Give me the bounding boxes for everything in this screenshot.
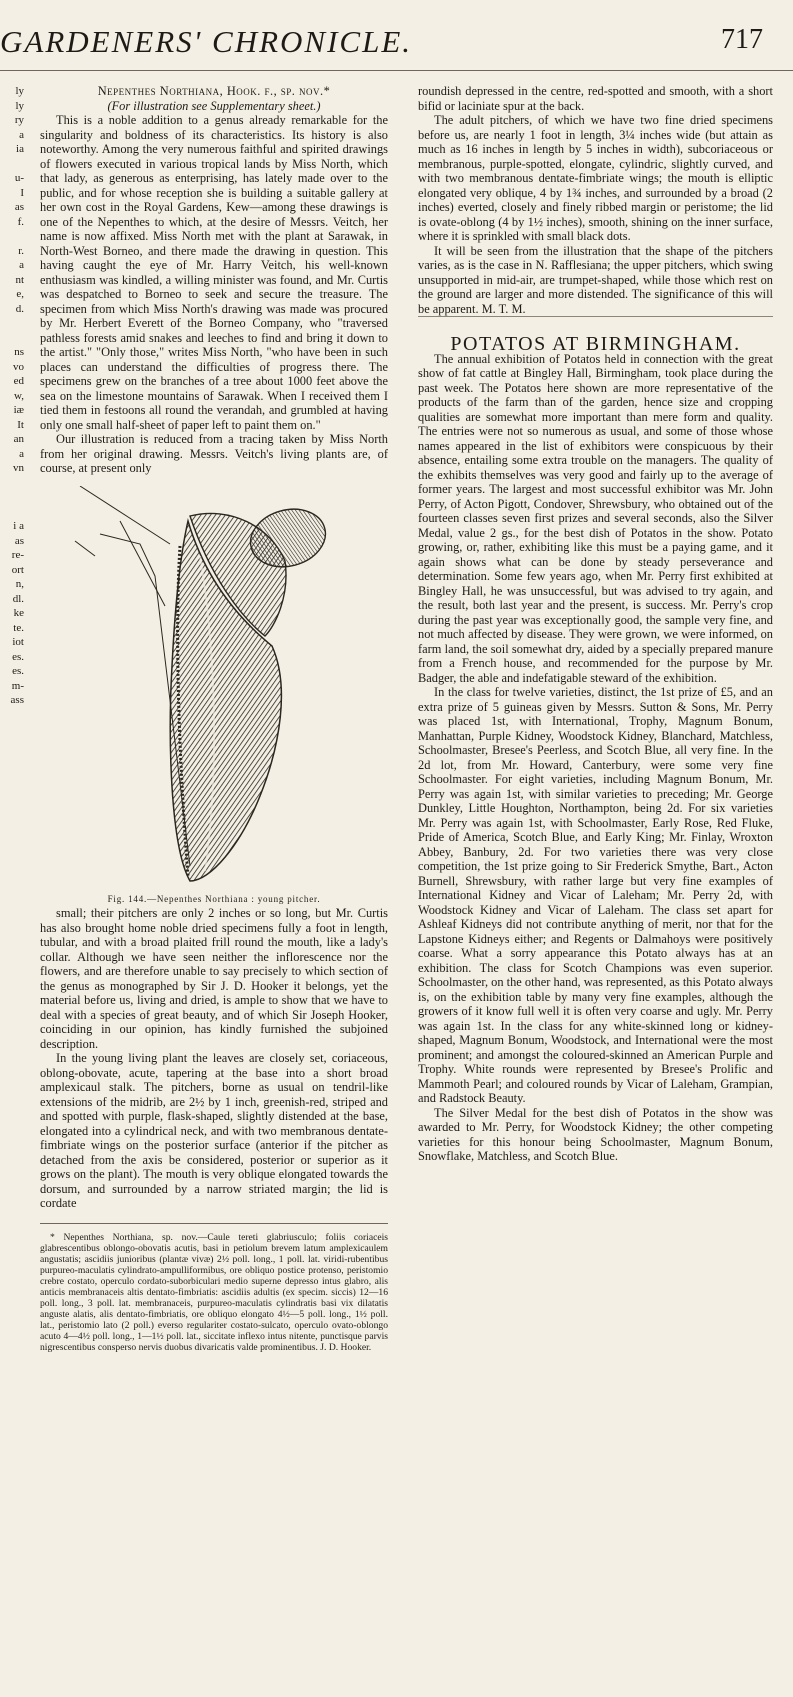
fragment-line: n, [15, 578, 24, 590]
fragment-line: ns [14, 346, 24, 358]
pitcher-drawing [40, 486, 388, 886]
figure-caption: Fig. 144.—Nepenthes Northiana : young pitcher. [107, 893, 321, 904]
fragment-line: ort [11, 563, 24, 576]
fragment-line: e, [16, 288, 24, 300]
fragment-line [0, 157, 24, 172]
fragment-line: nt [15, 273, 24, 286]
paragraph: The adult pitchers, of which we have two fine dried specimens before us, are nearly 1 foot in length, 3¼ inches wide (but attain as much as 16 inches in length by 5 inches in width), subcoriaceous or membranous, purple-spotted, elongate, cylindric, slightly curved, and with two membranous dentate-fimbriate wings; the mouth is elliptic elongated very oblique, 4 by 1¾ inches, and surrounded by a broad (2 inches) everted, closely and finely ribbed margin or peristome; the lid is ovate-oblong (4 by 1½ inches), smooth, shining on the inner surface, where it is sprinkled with small black dots. [418, 113, 773, 243]
fragment-line: as [14, 534, 24, 547]
fragment-line: es. [12, 650, 24, 663]
column-right [418, 84, 773, 1164]
previous-page-fragment [0, 84, 24, 708]
fragment-line: ed [13, 375, 24, 387]
paragraph: It will be seen from the illustration that the shape of the pitchers varies, as is the case in N. Rafflesiana; the upper pitchers, which swing unsupported in mid-air, are trumpet-shaped, while those which rest on the ground are larger and more distended. The significance of this will be apparent. M. T. M. [418, 243, 773, 316]
fragment-line [0, 505, 24, 520]
fragment-line: te. [13, 621, 24, 634]
fragment-line: re- [11, 549, 24, 561]
fragment-line: i a [13, 520, 24, 532]
paragraph: roundish depressed in the centre, red-spotted and smooth, with a short bifid or laciniate spur at the back. [418, 84, 773, 113]
paragraph: The Silver Medal for the best dish of Potatos in the show was awarded to Mr. Perry, for Woodstock Kidney; the other competing varieties for this honour being Schoolmaster, Magnum Bonum, Snowflake, Matchless, and Scotch Blue. [418, 1105, 773, 1163]
fragment-line [0, 490, 24, 505]
fragment-line: iot [12, 636, 24, 648]
fragment-line: ass [10, 694, 24, 706]
fragment-line: vn [13, 462, 24, 474]
paragraph: In the class for twelve varieties, distinct, the 1st prize of £5, and an extra prize of 5 guineas given by Messrs. Sutton & Sons, Mr. Perry was placed 1st, with International, Trophy, Magnum Bonum, Manhattan, Purple Kidney, Woodstock Kidney, Blanchard, Matchless, Schoolmaster, Bresee's Peerless, and Scotch Blue, all very fine. In the 2d lot, from Mr. Howard, Canterbury, were some very fine Schoolmaster. For eight varieties, including Magnum Bonum, Mr. Perry was again 1st, with similar varieties to preceding; Mr. George Dunkley, Little Houghton, Northampton, being 2d. For six varieties Mr. Perry was again 1st, with Schoolmaster, Early Rose, Red Fluke, Pride of America, Scotch Blue, and Early King; Mr. Finlay, Wroxton Abbey, Banbury, 2d. For two varieties there was very close competition, the 1st prize going to Sir Frederick Smythe, Bart., Acton Burnell, Shrewsbury, with rather large but very fine examples of International Kidney and Vicar of Laleham; Mr. Perry 2d, with Woodstock Kidney and Vicar of Laleham. The class set apart for Ashleaf Kidneys did not contribute anything of merit, nor that for the Lapstone Kidneys either; and Regents or Dalmahoys were positively coarse. What a sorry appearance this Potato always has at an exhibition. The class for Scotch Champions was even superior. Schoolmaster, on the other hand, was represented, as this Potato always is, on the exhibition table by many very fine examples, although the growers of it know full well it is often very coarse and ugly. Mr. Perry was again 1st. In the class for any white-skinned long or kidney-shaped, Magnum Bonum, Woodstock, and International were the most prominent; and amongst the coloured-skinned an American Purple and Trophy. White rounds were represented by Bresee's Prolific and Mammoth Pearl; and coloured rounds by Vicar of Laleham, Grampian, and Radstock Beauty. [418, 685, 773, 1105]
fragment-line [0, 316, 24, 331]
fragment-line [0, 229, 24, 244]
fragment-line: ly [15, 99, 24, 112]
footnote-text: * Nepenthes Northiana, sp. nov.—Caule tereti glabriusculo; foliis coriaceis glabrescentibus oblongo-obovatis acutis, basi in petiolum brevem latum amplexicaulem angustatis; ascidiis junioribus (plantæ vivæ) 2½ poll. long., 1 poll. lat. viridi-rubentibus purpureo-maculatis cylindrato-ampulliformibus, ore obliquo postice protenso, peristomio crebre costato, operculo cordato-suborbiculari medio superne depresso intus glabro, alis anticis membranaceis altis dentato-fimbriatis: ascidiis adultis (ex specim. siccis) 12—16 poll. long., 3 poll. lat. membranaceis, purpureo-maculatis cylindratis basi vix dilatatis anguste alatis, alis dentato-fimbriatis, ore obliquo elongato 4½—5 poll. long., 1½ poll. lat., peristomio lato (2 poll.) everso regulariter costato-sulcato, operculo ovato-oblongo acuto 4—4½ poll. long., 1—1½ poll. lat., siccitate inflexo intus nitente, punctisque parvis nigrescentibus consperso nervis duobus divaricatis valde prominentibus. J. D. Hooker. [40, 1231, 388, 1353]
fragment-line: as [14, 201, 24, 213]
article-subtitle: (For illustration see Supplementary sheet.) [107, 98, 321, 113]
fragment-line: an [13, 433, 24, 445]
fragment-line: r. [18, 244, 24, 257]
fragment-line [0, 476, 24, 491]
fragment-line: f. [17, 215, 24, 228]
paragraph: This is a noble addition to a genus already remarkable for the singularity and boldness of its characteristics. Its history is also noteworthy. Among the very numerous faithful and spirited drawings of flowers executed in various tropical lands by Miss North, which that lady, as generous as enterprising, has lately made over to the public, and for whose reception she is building a suitable gallery at her own cost in the Royal Gardens, Kew—among these drawings is one of the Nepenthes to which, at the desire of Messrs. Veitch, her name is now affixed. Miss North met with the plant at Sarawak, in North-West Borneo, and there made the drawing in question. This having caught the eye of Mr. Harry Veitch, his well-known enthusiasm was kindled, a willing minister was found, and Mr. Curtis was despatched to Borneo to seek and secure the treasure. The specimen from which Miss North's drawing was made was procured by Mr. Herbert Everett of the Borneo Company, who "traversed pathless forests amid snakes and leeches to find and bring it down to the artist." "Only those," writes Miss North, "who have been in such places can understand the difficulties of progress there. The specimens grew on the branches of a tree about 1000 feet above the sea on the limestone mountains of Sarawak. When I received them I tied them in festoons all round the verandah, and grumbled at having only one small half-sheet of paper left to paint them on." [40, 113, 388, 432]
fragment-line: w, [14, 389, 24, 402]
fragment-line: I [20, 186, 24, 199]
article-title-potatos: POTATOS AT BIRMINGHAM. [418, 316, 773, 352]
page-header [0, 0, 793, 71]
fragment-line: iæ [13, 404, 24, 416]
fragment-line: ke [13, 607, 24, 619]
fragment-line: It [17, 418, 24, 431]
fragment-line: ly [15, 85, 24, 97]
fragment-line: a [19, 447, 24, 460]
paragraph: The annual exhibition of Potatos held in connection with the great show of fat cattle at Bingley Hall, Birmingham, took place during the past week. The Potatos here shown are more representative of the products of the farm than of the garden, hence size and cropping qualities are somewhat more important than mere form and quality. The entries were not so numerous as usual, and some of those whose names appeared in the list of exhibitors were conspicuous by their absence, entailing some extra trouble on the managers. The quality of the exhibits themselves was very good and fairly up to the average of former years. The largest and most successful exhibitor was Mr. John Perry, of Acton Pigott, Condover, Shrewsbury, who obtained out of the fourteen classes seven first prizes and several seconds, also the Silver Medal, value 2 gs., for the best dish of Potatos in the show. Potato growing, or, rather, exhibiting like this must be a paying game, and it again shows what can be done by steady perseverance and determination. Some few years ago, when Mr. Perry first exhibited at Bingley Hall, he was unsuccessful, but was advised to try again, and the result, both last year and the present, is success. Mr. Perry's crop during the past year was exceptionally good, the sample very fine, and not much affected by disease. They were grown, we were informed, on farm land, the soil somewhat dry, aided by a specially prepared manure from a French house, and recommended for the purpose by Mr. Badger, the able and indefatigable steward of the exhibition. [418, 351, 773, 685]
article-title-nepenthes: Nepenthes Northiana, Hook. f., sp. nov.* [97, 84, 331, 98]
paragraph: small; their pitchers are only 2 inches or so long, but Mr. Curtis has also brought home noble dried specimens fully a foot in length, tubular, and with a broad plaited frill round the mouth, like a lady's collar. Although we have seen neither the inflorescence nor the flowers, and are therefore unable to say precisely to which section of the genus as monographed by Sir J. D. Hooker it belongs, yet the material before us, living and dried, is ample to show that we have to deal with a species of great beauty, and of which Sir Joseph Hooker, coinciding in our opinion, has kindly furnished the subjoined description. [40, 906, 388, 1051]
fragment-line: m- [11, 679, 24, 692]
journal-title: GARDENERS' CHRONICLE. [0, 24, 413, 59]
footnote [40, 1223, 388, 1353]
fragment-line: ry [14, 114, 24, 126]
pitcher-illustration [40, 486, 388, 886]
fragment-line: ia [16, 143, 24, 155]
fragment-line: u- [14, 172, 24, 184]
paragraph: Our illustration is reduced from a tracing taken by Miss North from her original drawing. Messrs. Veitch's living plants are, of course, at present only [40, 432, 388, 475]
fragment-line [0, 331, 24, 346]
fragment-line: dl. [12, 592, 24, 605]
fragment-line: a [19, 259, 24, 271]
fragment-line: d. [15, 302, 24, 315]
fragment-line: es. [12, 665, 24, 677]
paragraph: In the young living plant the leaves are closely set, coriaceous, oblong-obovate, acute, tapering at the base into a short broad amplexicaul stalk. The pitchers, borne as usual on tendril-like extensions of the midrib, are 2½ by 1 inch, greenish-red, striped and and spotted with purple, flask-shaped, slightly distended at the base, elongated into a cylindrical neck, and with two membranous dentate-fimbriate wings on the posterior surface (anterior if the pitcher as detached from the axis be considered, posterior or superior as it grows on the plant). The mouth is very oblique elongated towards the dorsum, and surrounded by a narrow striated margin; the lid is cordate [40, 1051, 388, 1210]
fragment-line: vo [13, 360, 24, 373]
column-middle [40, 84, 388, 1353]
fragment-line: a [19, 128, 24, 141]
page-number: 717 [721, 24, 763, 55]
